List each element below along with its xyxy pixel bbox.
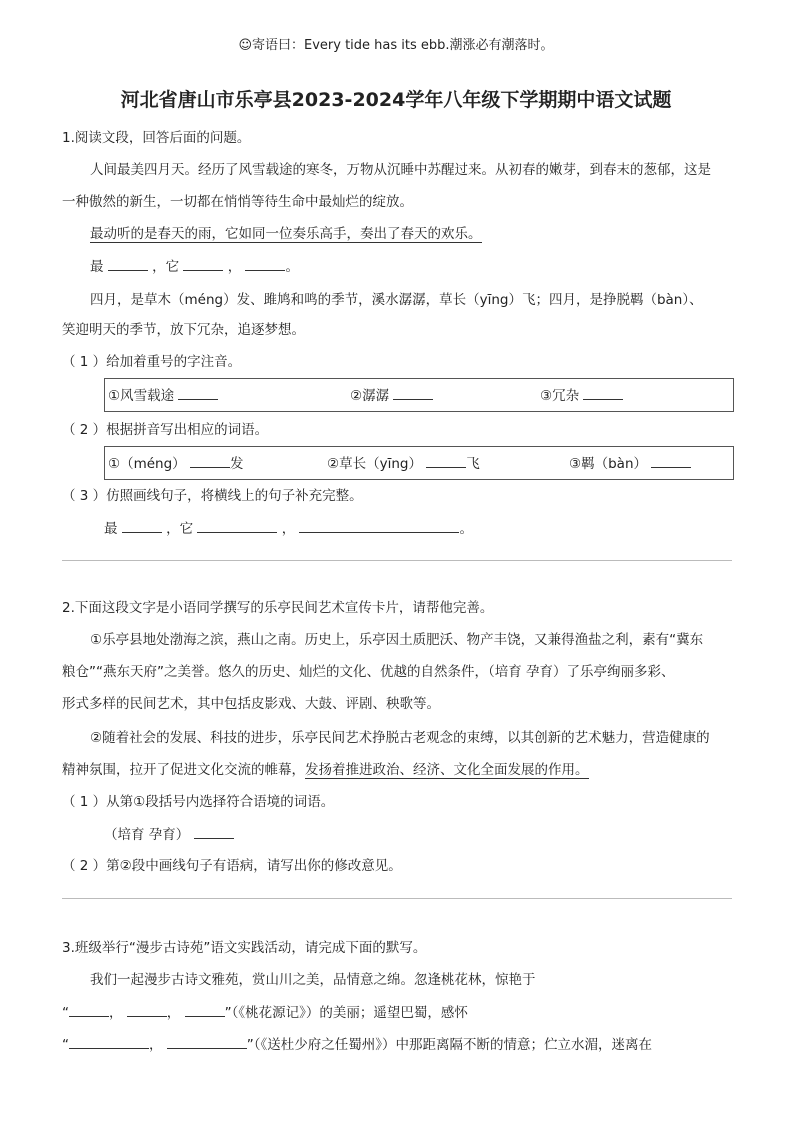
- text: 。: [285, 259, 299, 275]
- blank-input[interactable]: [245, 256, 285, 271]
- text: ，它: [166, 521, 194, 537]
- blank-input[interactable]: [167, 1034, 247, 1049]
- q1-para1-line2: 一种傲然的新生，一切都在悄悄等待生命中最灿烂的绽放。: [62, 194, 413, 210]
- text: “: [62, 1037, 69, 1053]
- blank-input[interactable]: [183, 256, 223, 271]
- box1-item2: [350, 385, 433, 406]
- word: ①（méng）: [108, 456, 186, 472]
- text: ，: [227, 259, 242, 275]
- q1-sub2: （ 2 ）根据拼音写出相应的词语。: [62, 422, 269, 438]
- q3-stem: 3.班级举行“漫步古诗苑”语文实践活动，请完成下面的默写。: [62, 940, 427, 956]
- box2-item3: [569, 453, 691, 474]
- q3-para-line3: [62, 1034, 652, 1055]
- text: 精神氛围，拉开了促进文化交流的帷幕，: [62, 762, 305, 778]
- word: ②潺潺: [350, 388, 390, 404]
- text: ，: [166, 1005, 181, 1021]
- word: 发: [229, 456, 244, 472]
- box2-item2: [327, 453, 480, 474]
- pinyin-answer-box: [104, 378, 734, 412]
- box1-item3: [540, 385, 623, 406]
- q2-sub2: （ 2 ）第②段中画线句子有语病，请写出你的修改意见。: [62, 858, 402, 874]
- q3-para-line2: [62, 1002, 468, 1023]
- text: 最: [90, 259, 104, 275]
- text: （培育 孕育）: [104, 827, 190, 843]
- q2-sub1-answer-line: [104, 824, 234, 845]
- q1-underlined-sentence: [90, 224, 482, 244]
- blank-input[interactable]: [393, 385, 433, 400]
- box2-item1: [108, 453, 243, 474]
- divider: [62, 898, 732, 899]
- blank-input[interactable]: [583, 385, 623, 400]
- blank-input[interactable]: [651, 453, 691, 468]
- page-title: 河北省唐山市乐亭县2023-2024学年八年级下学期期中语文试题: [120, 89, 672, 111]
- blank-input[interactable]: [299, 518, 459, 533]
- text: “: [62, 1005, 69, 1021]
- text: ”（《桃花源记》）的美丽；遥望巴蜀，感怀: [224, 1005, 468, 1021]
- text: 最: [104, 521, 118, 537]
- word: 飞: [466, 456, 480, 472]
- q2-sub1: （ 1 ）从第①段括号内选择符合语境的词语。: [62, 794, 335, 810]
- blank-input[interactable]: [185, 1002, 225, 1017]
- q1-sub3-answer-line: [104, 518, 473, 539]
- q1-sub3: （ 3 ）仿照画线句子，将横线上的句子补充完整。: [62, 488, 363, 504]
- q3-para-line1: 我们一起漫步古诗文雅苑，赏山川之美，品情意之绵。忽逢桃花林，惊艳于: [90, 972, 536, 988]
- q2-para1-line1: ①乐亭县地处渤海之滨，燕山之南。历史上，乐亭因土质肥沃、物产丰饶，又兼得渔盐之利，素有“冀东: [90, 632, 704, 648]
- text: ”（《送杜少府之任蜀州》）中那距离隔不断的情意；伫立水湄，迷离在: [246, 1037, 653, 1053]
- blank-input[interactable]: [190, 453, 230, 468]
- word: ③冗杂: [540, 388, 580, 404]
- q1-para2-line2: 笑迎明天的季节，放下冗杂，追逐梦想。: [62, 322, 305, 338]
- underlined-text: 最动听的是春天的雨，它如同一位奏乐高手，奏出了春天的欢乐。: [90, 226, 482, 242]
- blank-input[interactable]: [178, 385, 218, 400]
- blank-input[interactable]: [197, 518, 277, 533]
- q2-para2-line2: [62, 760, 589, 780]
- q2-para1-line2: 粮仓”“燕东天府”之美誉。悠久的历史、灿烂的文化、优越的自然条件，（培育 孕育）了乐亭绚丽多彩、: [62, 664, 675, 680]
- text: ，: [109, 1005, 123, 1021]
- blank-input[interactable]: [426, 453, 466, 468]
- text: ，: [149, 1037, 163, 1053]
- blank-input[interactable]: [108, 256, 148, 271]
- q1-imitation-line: [90, 256, 299, 277]
- word: ①风雪载途: [108, 388, 175, 404]
- blank-input[interactable]: [122, 518, 162, 533]
- q2-para1-line3: 形式多样的民间艺术，其中包括皮影戏、大鼓、评剧、秧歌等。: [62, 696, 440, 712]
- underlined-text: 发扬着推进政治、经济、文化全面发展的作用。: [305, 762, 589, 778]
- word: ③羁（bàn）: [569, 456, 648, 472]
- q1-para2-line1: 四月，是草木（méng）发、雎鸠和鸣的季节，溪水潺潺，草长（yīng）飞；四月，是挣脱羁（bàn）、: [90, 292, 703, 308]
- blank-input[interactable]: [69, 1002, 109, 1017]
- q1-sub1: （ 1 ）给加着重号的字注音。: [62, 354, 242, 370]
- word-answer-box: [104, 446, 734, 480]
- blank-input[interactable]: [194, 824, 234, 839]
- blank-input[interactable]: [127, 1002, 167, 1017]
- divider: [62, 560, 732, 561]
- q2-para2-line1: ②随着社会的发展、科技的进步，乐亭民间艺术挣脱古老观念的束缚，以其创新的艺术魅力，营造健康的: [90, 730, 710, 746]
- text: ，它: [152, 259, 180, 275]
- text: ，: [281, 521, 296, 537]
- word: ②草长（yīng）: [327, 456, 422, 472]
- q1-stem: 1.阅读文段，回答后面的问题。: [62, 130, 251, 146]
- text: 。: [459, 521, 473, 537]
- motto: ☺寄语曰：Every tide has its ebb.潮涨必有潮落时。: [238, 38, 554, 53]
- q1-para1-line1: 人间最美四月天。经历了风雪载途的寒冬，万物从沉睡中苏醒过来。从初春的嫩芽，到春末的葱郁，这是: [90, 162, 711, 178]
- blank-input[interactable]: [69, 1034, 149, 1049]
- q2-stem: 2.下面这段文字是小语同学撰写的乐亭民间艺术宣传卡片，请帮他完善。: [62, 600, 494, 616]
- box1-item1: [108, 385, 218, 406]
